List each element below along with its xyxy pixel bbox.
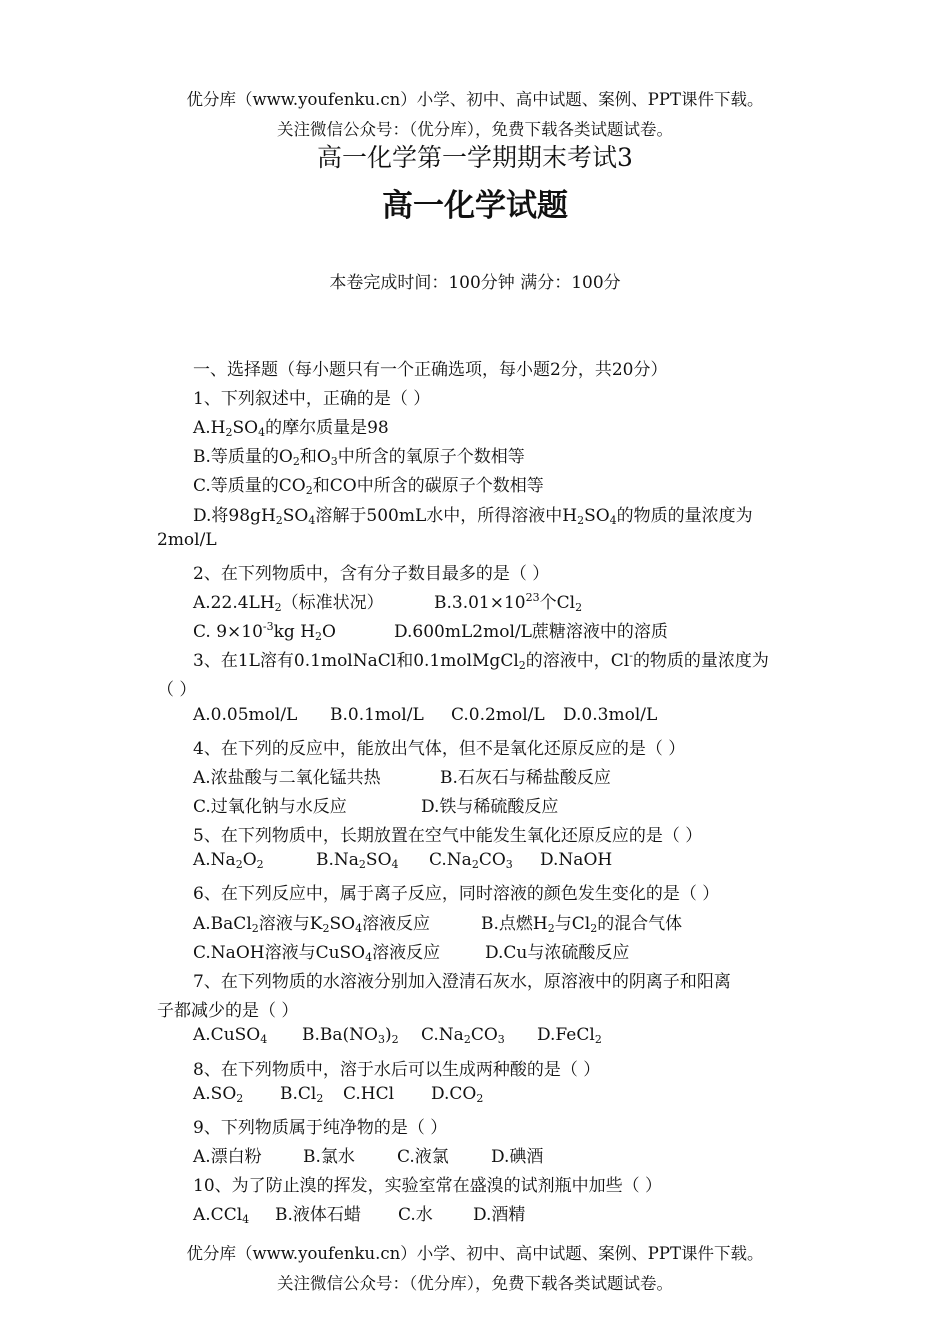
q4-options-row-2 <box>193 792 558 817</box>
q2-options-row-1 <box>193 588 582 613</box>
question-2-stem: 2、在下列物质中，含有分子数目最多的是（ ） <box>193 564 550 584</box>
q6-option-c: C.NaOH溶液与CuSO$_4$溶液反应 <box>193 943 441 964</box>
q3-option-b: B.0.1mol/L <box>330 705 424 725</box>
exam-subtitle: 高一化学试题 <box>382 188 568 224</box>
q10-option-d: D.酒精 <box>473 1205 526 1225</box>
q2-option-a: $A.22.4LH_2$（标准状况） <box>193 593 384 614</box>
exam-meta: 本卷完成时间：100分钟 满分：100分 <box>329 273 621 293</box>
q9-option-b: B.氯水 <box>303 1147 355 1167</box>
q8-options <box>193 1084 483 1104</box>
q8-option-b: $B.Cl_2$ <box>280 1084 324 1105</box>
question-7-stem-cont: 子都减少的是（ ） <box>157 1001 299 1021</box>
q1-option-d: D.将$98gH_2SO_4$溶解于500mL水中，所得溶液中$H_2SO_4$的物质的量浓度为 <box>193 506 753 527</box>
question-10-stem: 10、为了防止溴的挥发，实验室常在盛溴的试剂瓶中加些（ ） <box>193 1176 663 1196</box>
q1-option-d-cont: 2mol/L <box>157 530 217 550</box>
q7-option-c: $C.Na_2CO_3$ <box>421 1025 505 1046</box>
q3-options <box>193 705 657 725</box>
q1-option-b: B.等质量的$O_2$和$O_3$中所含的氧原子个数相等 <box>193 447 525 468</box>
q10-options <box>193 1200 525 1225</box>
q1-option-c: C.等质量的$CO_2$和CO中所含的碳原子个数相等 <box>193 476 544 497</box>
q4-option-a: A.浓盐酸与二氧化锰共热 <box>193 768 381 788</box>
exam-title: 高一化学第一学期期末考试3 <box>317 143 633 172</box>
q2-options-row-2 <box>193 617 668 642</box>
q5-option-d: D.NaOH <box>540 850 613 870</box>
question-6-stem: 6、在下列反应中，属于离子反应，同时溶液的颜色发生变化的是（ ） <box>193 884 720 904</box>
header-line-1: 优分库（www.youfenku.cn）小学、初中、高中试题、案例、PPT课件下载。 <box>186 90 764 109</box>
q8-option-d: $D.CO_2$ <box>431 1084 484 1105</box>
question-5-stem: 5、在下列物质中，长期放置在空气中能发生氧化还原反应的是（ ） <box>193 826 703 846</box>
question-1-stem: 1、下列叙述中，正确的是（ ） <box>193 389 431 409</box>
q1-option-a: $A.H_2SO_4$的摩尔质量是98 <box>193 418 389 439</box>
q3-option-c: C.0.2mol/L <box>451 705 545 725</box>
q5-option-b: $B.Na_2SO_4$ <box>316 850 399 871</box>
q9-options <box>193 1142 543 1167</box>
q10-option-a: A.CCl$_4$ <box>193 1205 250 1226</box>
footer-line-1: 优分库（www.youfenku.cn）小学、初中、高中试题、案例、PPT课件下载。 <box>186 1244 764 1263</box>
q3-option-a: A.0.05mol/L <box>193 705 298 725</box>
q8-option-a: $A.SO_2$ <box>193 1084 244 1105</box>
q10-option-b: B.液体石蜡 <box>275 1205 361 1225</box>
question-8-stem: 8、在下列物质中，溶于水后可以生成两种酸的是（ ） <box>193 1060 601 1080</box>
q9-option-c: C.液氯 <box>397 1147 449 1167</box>
q4-options-row-1 <box>193 763 611 788</box>
q8-option-c: C.HCl <box>343 1084 395 1104</box>
question-7-stem: 7、在下列物质的水溶液分别加入澄清石灰水，原溶液中的阴离子和阳离 <box>193 972 731 992</box>
q5-option-c: $C.Na_2CO_3$ <box>429 850 513 871</box>
q6-option-b: B.点燃$H_2$与$Cl_2$的混合气体 <box>481 914 683 935</box>
footer-line-2: 关注微信公众号：（优分库），免费下载各类试题试卷。 <box>277 1274 673 1293</box>
section-heading: 一、选择题（每小题只有一个正确选项，每小题2分，共20分） <box>193 360 668 380</box>
q7-option-b: $B.Ba(NO_3)_2$ <box>302 1025 399 1046</box>
q4-option-b: B.石灰石与稀盐酸反应 <box>440 768 611 788</box>
q9-option-d: D.碘酒 <box>491 1147 544 1167</box>
q6-options-row-2 <box>193 938 629 963</box>
q3-option-d: D.0.3mol/L <box>563 705 658 725</box>
q5-options <box>193 850 612 870</box>
q6-options-row-1 <box>193 909 682 934</box>
question-9-stem: 9、下列物质属于纯净物的是（ ） <box>193 1118 448 1138</box>
q10-option-c: C.水 <box>398 1205 433 1225</box>
q4-option-c: C.过氧化钠与水反应 <box>193 797 347 817</box>
question-3-stem-cont: （ ） <box>157 680 197 700</box>
header-line-2: 关注微信公众号：（优分库），免费下载各类试题试卷。 <box>277 120 673 139</box>
q2-option-d: D.600mL2mol/L蔗糖溶液中的溶质 <box>394 622 668 642</box>
question-3-stem: 3、在1L溶有0.1molNaCl和0.1molMgCl$_2$的溶液中，Cl-的物质的量浓度为 <box>193 649 769 672</box>
q7-options <box>193 1025 602 1045</box>
q4-option-d: D.铁与稀硫酸反应 <box>421 797 559 817</box>
q6-option-a: A.BaCl$_2$溶液与$K_2SO_4$溶液反应 <box>193 914 431 935</box>
q2-option-c: C. $9\times 10^{-3}kg$ $H_2O$ <box>193 620 336 643</box>
q9-option-a: A.漂白粉 <box>193 1147 262 1167</box>
q5-option-a: $A.Na_2O_2$ <box>193 850 264 871</box>
q7-option-a: A.CuSO$_4$ <box>193 1025 268 1046</box>
q6-option-d: D.Cu与浓硫酸反应 <box>485 943 630 963</box>
q2-option-b: $B.3.01\times 10^{23}$个$Cl_2$ <box>434 591 583 614</box>
question-4-stem: 4、在下列的反应中，能放出气体，但不是氧化还原反应的是（ ） <box>193 739 686 759</box>
q7-option-d: D.FeCl$_2$ <box>537 1025 602 1046</box>
